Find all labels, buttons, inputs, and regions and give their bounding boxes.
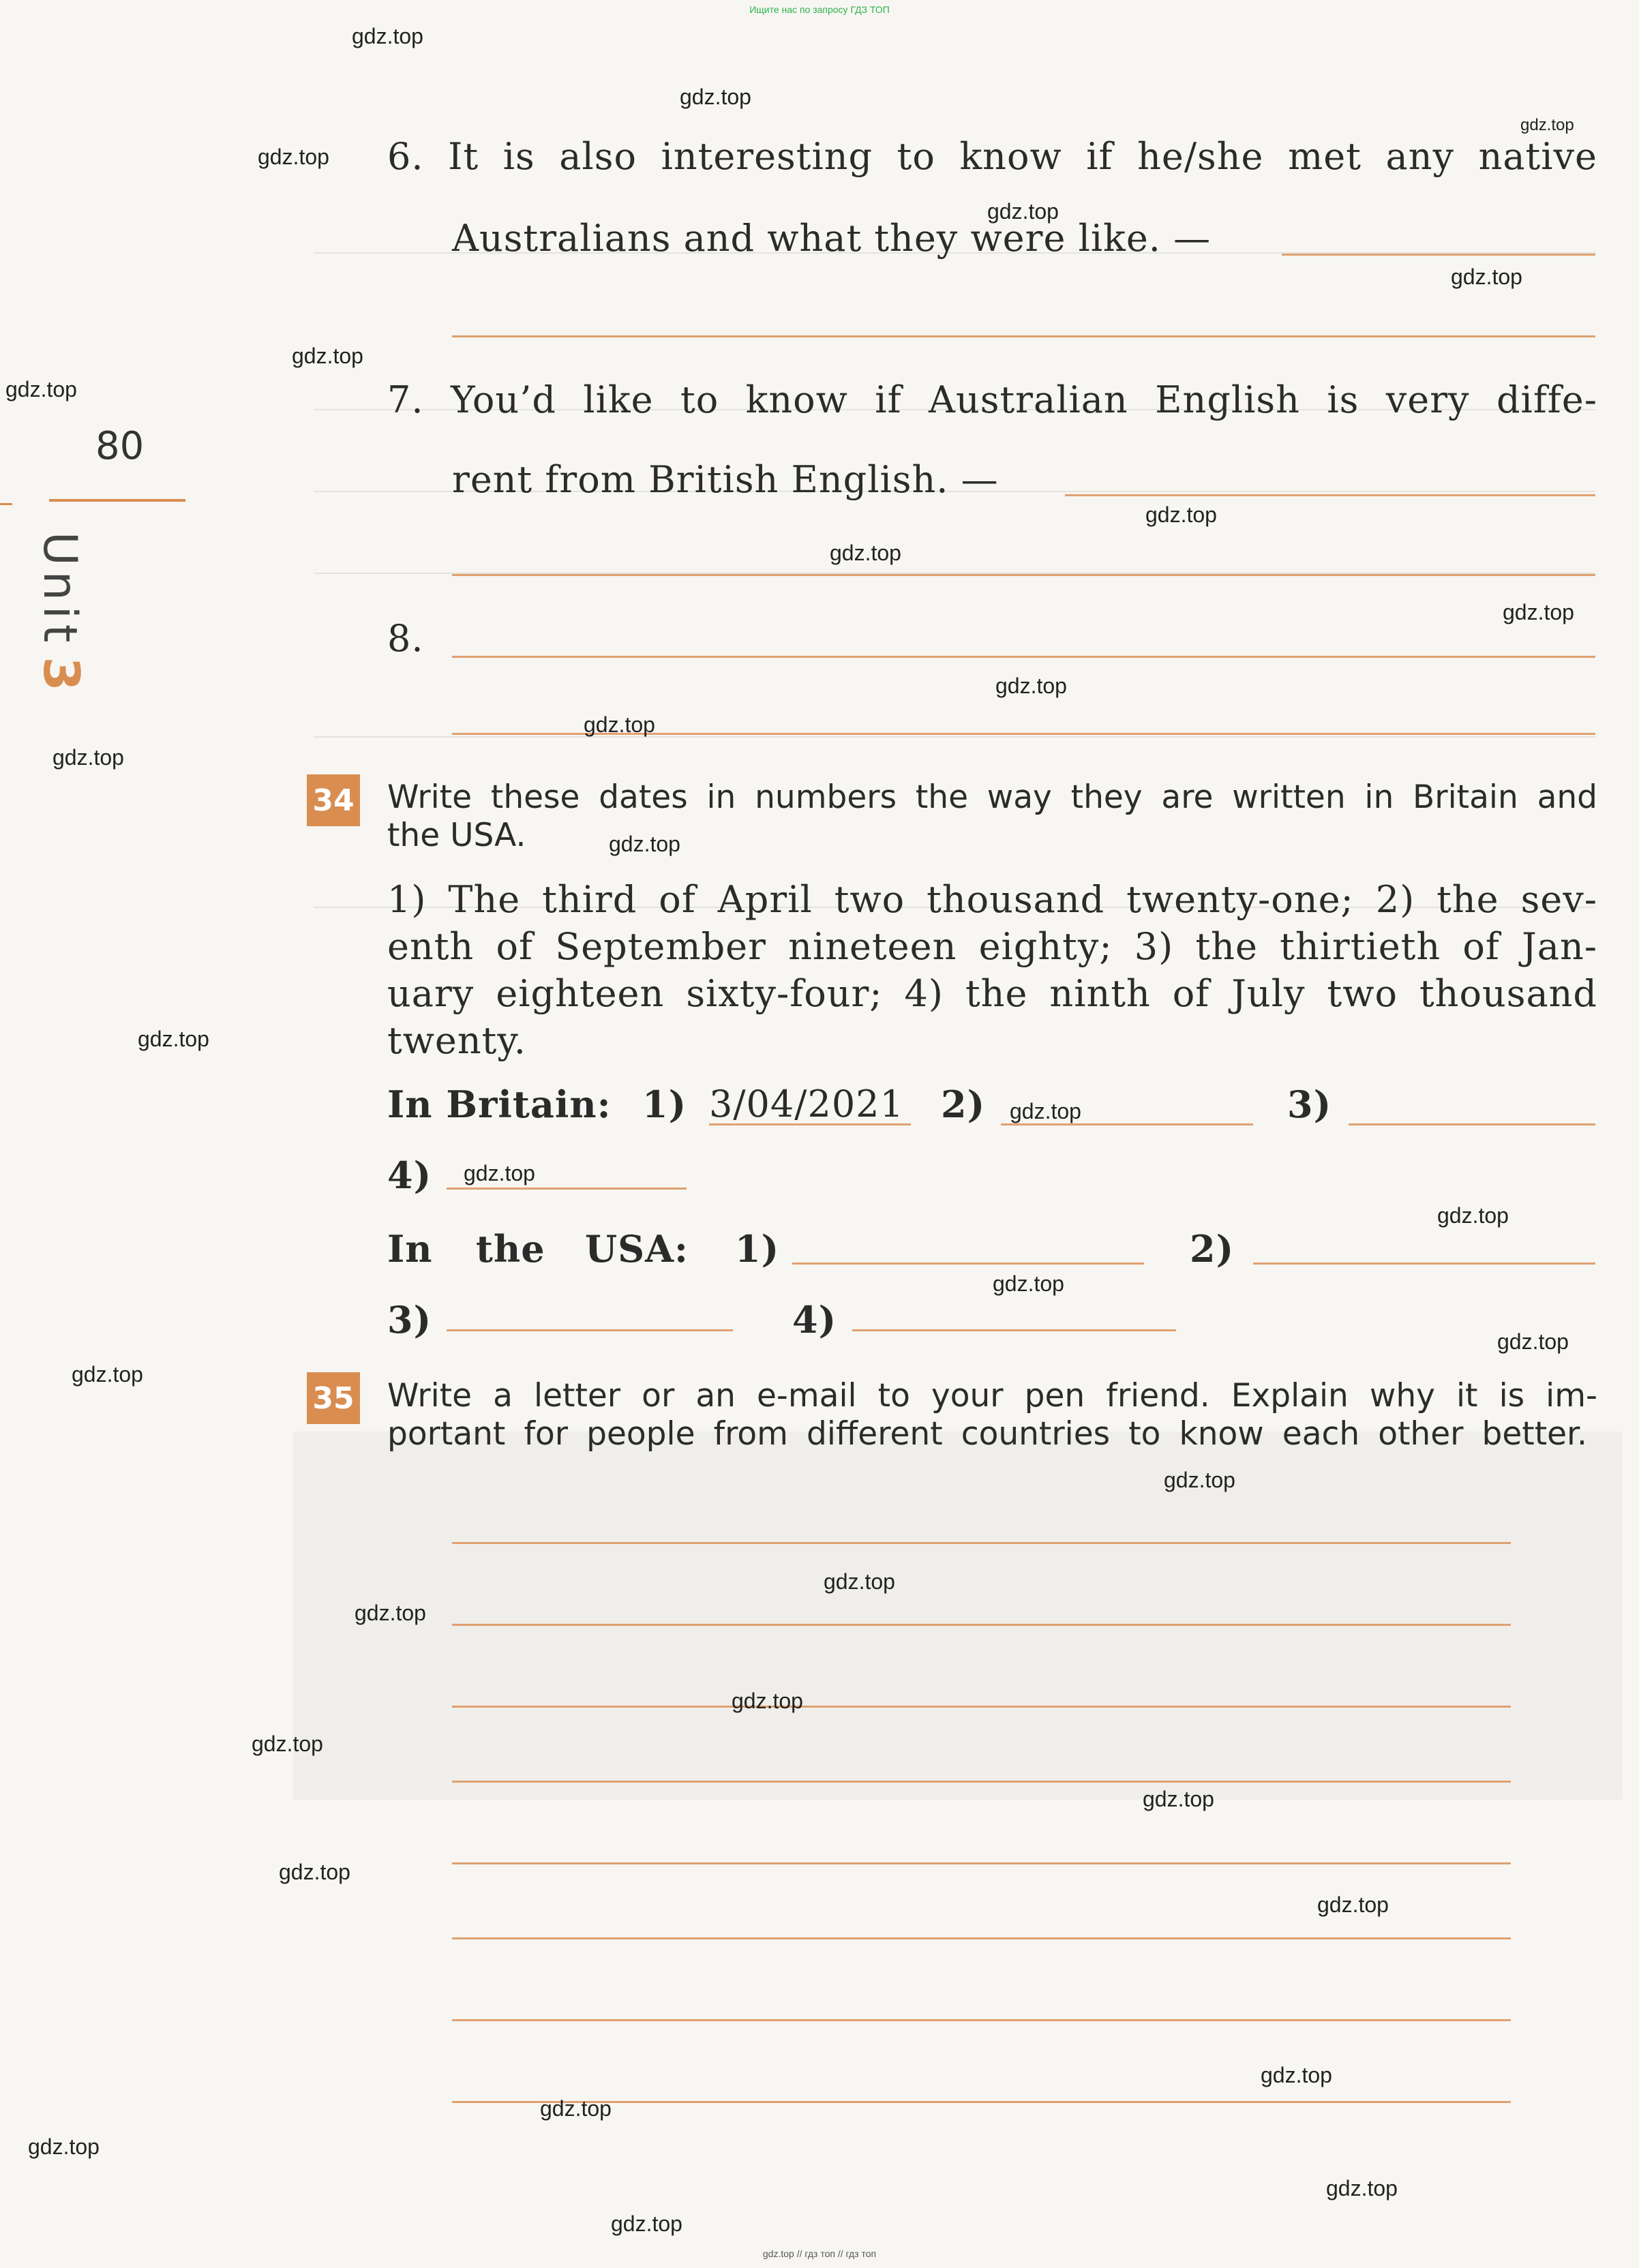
watermark: gdz.top (584, 712, 655, 737)
exercise-34-instruction-line-2: the USA. (387, 817, 526, 854)
watermark: gdz.top (258, 145, 329, 169)
unit-vertical-label (33, 532, 90, 691)
letter-line-6[interactable] (452, 1937, 1511, 1939)
letter-line-7[interactable] (452, 2019, 1511, 2021)
watermark: gdz.top (1451, 264, 1522, 289)
watermark: gdz.top (1326, 2176, 1398, 2201)
bottom-site-link[interactable]: gdz.top // гдз топ // гдз топ (762, 2248, 877, 2259)
usa-1-line[interactable] (792, 1262, 1144, 1265)
answer-line-7a[interactable] (1065, 494, 1595, 496)
exercise-34-text-line-3: uary eighteen sixty-four; 4) the ninth of July two thousand (387, 972, 1597, 1015)
exercise-34-instruction-line-1: Write these dates in numbers the way they are written in Britain and (387, 778, 1597, 816)
watermark: gdz.top (611, 2211, 682, 2236)
usa-label-the: the (476, 1227, 545, 1271)
usa-2-label: 2) (1190, 1227, 1235, 1271)
exercise-34-text-line-4: twenty. (387, 1019, 526, 1062)
answer-line-6a[interactable] (1282, 254, 1595, 256)
watermark: gdz.top (5, 377, 77, 402)
watermark: gdz.top (1497, 1329, 1569, 1354)
watermark: gdz.top (279, 1860, 350, 1884)
usa-label-in: In (387, 1227, 433, 1271)
britain-4-label: 4) (387, 1153, 432, 1197)
question-6: 6. It is also interesting to know if he/she met any native (387, 135, 1597, 178)
britain-3-label: 3) (1287, 1083, 1332, 1126)
usa-3-line[interactable] (447, 1329, 733, 1331)
watermark: gdz.top (993, 1271, 1064, 1296)
watermark: gdz.top (987, 199, 1059, 224)
watermark: gdz.top (72, 1362, 143, 1387)
letter-line-4[interactable] (452, 1781, 1511, 1783)
question-7: 7. You’d like to know if Australian English is very diffe- (387, 378, 1597, 421)
watermark: gdz.top (1520, 116, 1574, 134)
britain-1-label: 1) (642, 1083, 687, 1126)
question-6-continuation: Australians and what they were like. — (452, 217, 1212, 260)
letter-line-3[interactable] (452, 1706, 1511, 1708)
watermark: gdz.top (609, 832, 680, 856)
top-search-hint[interactable]: Ищите нас по запросу ГДЗ ТОП (749, 4, 890, 15)
page-number-rule (49, 499, 185, 502)
watermark: gdz.top (1437, 1203, 1509, 1228)
letter-line-1[interactable] (452, 1542, 1511, 1544)
watermark: gdz.top (1164, 1468, 1235, 1492)
watermark: gdz.top (138, 1027, 209, 1051)
usa-4-label: 4) (792, 1298, 837, 1342)
watermark: gdz.top (830, 541, 901, 565)
watermark: gdz.top (1143, 1787, 1214, 1811)
letter-line-2[interactable] (452, 1624, 1511, 1626)
watermark: gdz.top (1503, 600, 1574, 624)
usa-4-line[interactable] (852, 1329, 1176, 1331)
letter-line-5[interactable] (452, 1862, 1511, 1864)
watermark: gdz.top (540, 2096, 612, 2121)
exercise-34-text-line-2: enth of September nineteen eighty; 3) the thirtieth of Jan- (387, 925, 1597, 968)
watermark: gdz.top (995, 674, 1067, 698)
watermark: gdz.top (824, 1569, 895, 1594)
watermark: gdz.top (1145, 502, 1217, 527)
britain-1-line[interactable] (709, 1123, 911, 1125)
answer-line-7b[interactable] (452, 574, 1595, 576)
page-number: 80 (95, 424, 145, 468)
answer-line-8a[interactable] (452, 656, 1595, 658)
britain-3-line[interactable] (1349, 1123, 1595, 1125)
exercise-35-instruction-line-2: portant for people from different countries to know each other better. (387, 1415, 1587, 1453)
usa-1-label: 1) (735, 1227, 780, 1271)
watermark: gdz.top (732, 1689, 803, 1713)
watermark: gdz.top (292, 344, 363, 368)
usa-label-usa: USA: (585, 1227, 689, 1271)
margin-marker (0, 503, 12, 505)
answer-line-6b[interactable] (452, 335, 1595, 337)
question-7-continuation: rent from British English. — (452, 458, 999, 501)
usa-3-label: 3) (387, 1298, 432, 1342)
exercise-35-number: 35 (307, 1372, 360, 1424)
britain-1-answer: 3/04/2021 (709, 1083, 904, 1125)
britain-label: In Britain: (387, 1083, 612, 1126)
watermark: gdz.top (252, 1732, 323, 1756)
britain-2-label: 2) (941, 1083, 986, 1126)
exercise-35-instruction-line-1: Write a letter or an e-mail to your pen friend. Explain why it is im- (387, 1377, 1597, 1415)
exercise-34-number: 34 (307, 774, 360, 826)
watermark: gdz.top (52, 745, 124, 770)
unit-word: Unit (33, 532, 87, 648)
usa-2-line[interactable] (1253, 1262, 1595, 1265)
watermark: gdz.top (28, 2134, 100, 2159)
britain-4-line[interactable] (447, 1188, 687, 1190)
watermark: gdz.top (1261, 2063, 1332, 2087)
watermark: gdz.top (1317, 1892, 1389, 1917)
unit-number: 3 (33, 656, 90, 691)
watermark: gdz.top (680, 85, 751, 109)
question-8: 8. (387, 617, 424, 660)
watermark: gdz.top (1010, 1099, 1081, 1123)
watermark: gdz.top (355, 1601, 426, 1625)
watermark: gdz.top (464, 1161, 535, 1185)
exercise-34-text-line-1: 1) The third of April two thousand twenty-one; 2) the sev- (387, 878, 1597, 921)
watermark: gdz.top (352, 24, 423, 48)
